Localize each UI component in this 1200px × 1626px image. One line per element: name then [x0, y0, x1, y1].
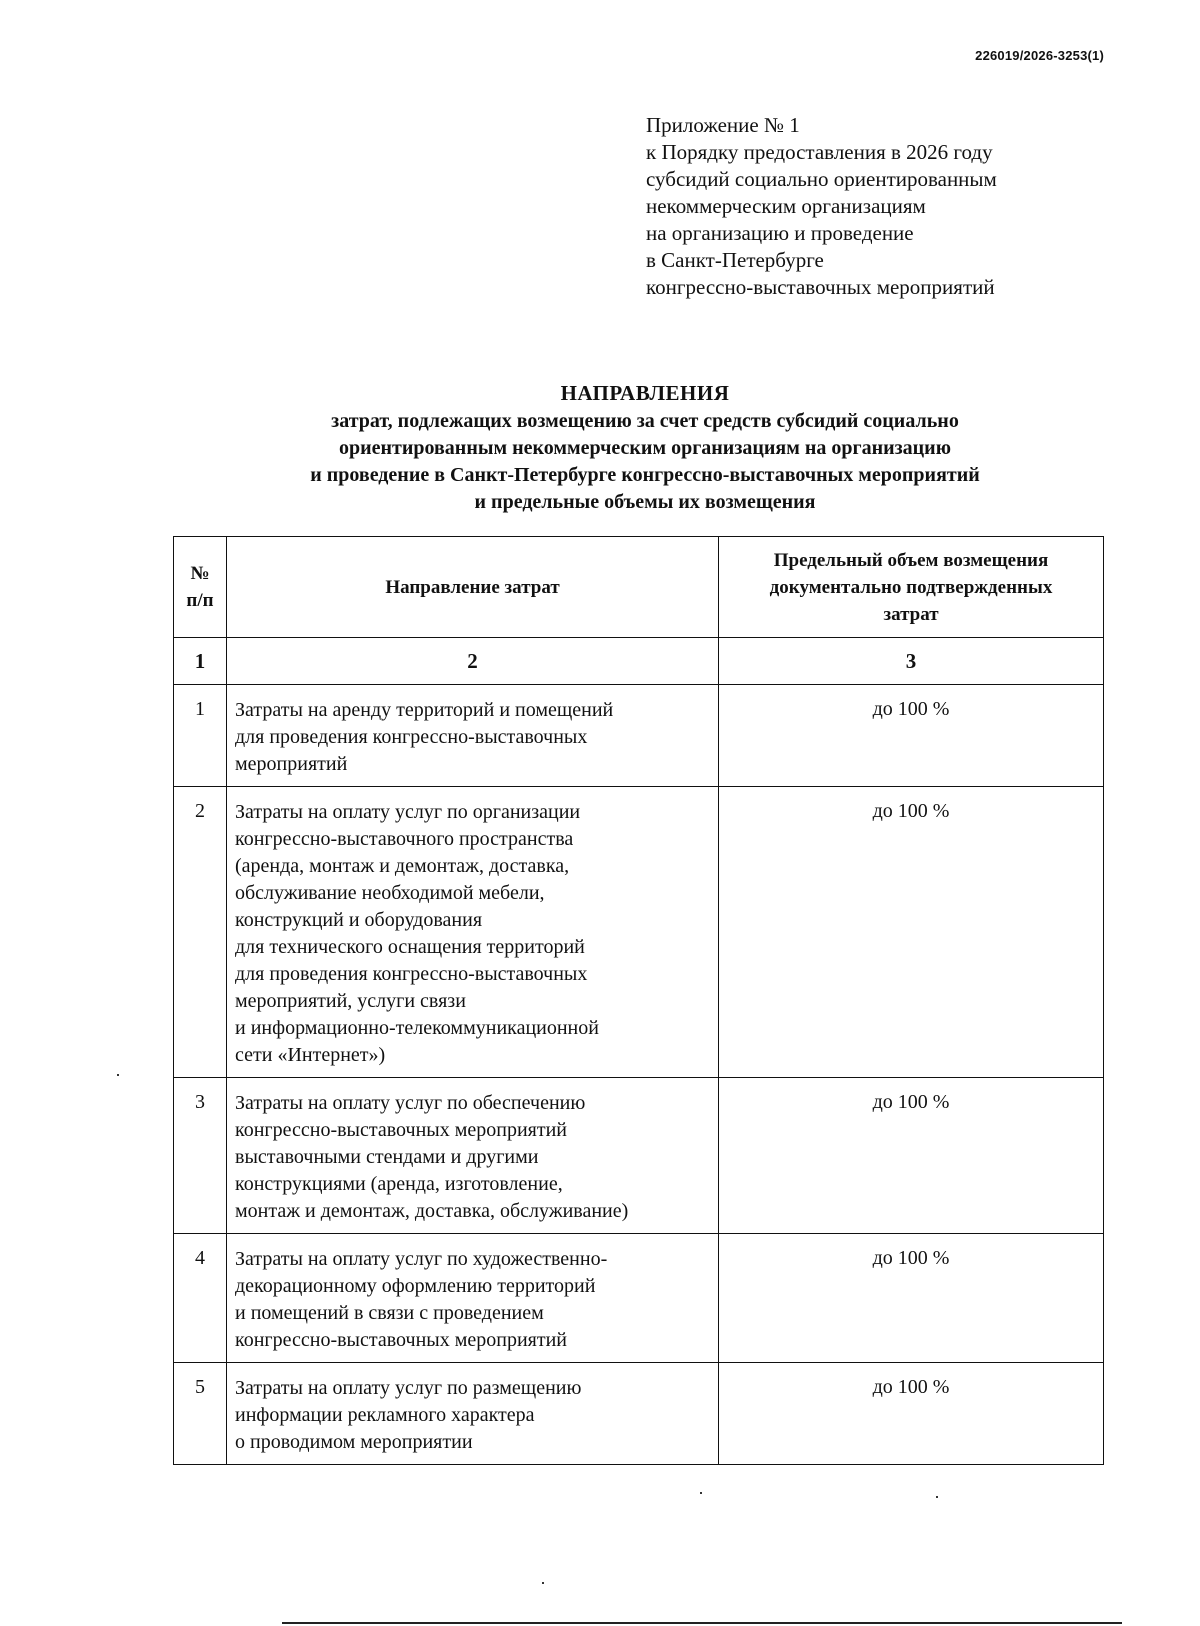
scan-speck — [542, 1582, 544, 1584]
header-number — [174, 537, 227, 638]
row-direction — [227, 1363, 719, 1465]
row-text-line: Затраты на оплату услуг по обеспечению — [235, 1092, 586, 1114]
heading-subtitle-line: и предельные объемы их возмещения — [474, 491, 816, 513]
row-limit: до 100 % — [719, 1234, 1104, 1363]
header-number-symbol: № — [190, 563, 210, 584]
header-limit-line: Предельный объем возмещения — [773, 549, 1049, 571]
row-number: 1 — [174, 685, 227, 787]
row-text-line: конструкциями (аренда, изготовление, — [235, 1173, 563, 1195]
column-index: 2 — [227, 638, 719, 685]
row-text-line: Затраты на аренду территорий и помещений — [235, 699, 614, 721]
row-limit: до 100 % — [719, 1363, 1104, 1465]
row-number: 5 — [174, 1363, 227, 1465]
appendix-block — [646, 112, 1076, 301]
row-direction — [227, 685, 719, 787]
row-direction — [227, 1078, 719, 1234]
row-text-line: конструкций и оборудования — [235, 909, 483, 931]
scan-speck — [700, 1492, 702, 1494]
table-row — [174, 787, 1104, 1078]
header-number-abbr: п/п — [186, 590, 214, 611]
document-heading — [180, 378, 1110, 516]
row-number: 4 — [174, 1234, 227, 1363]
heading-title: НАПРАВЛЕНИЯ — [560, 381, 730, 405]
row-text-line: для технического оснащения территорий — [235, 936, 585, 958]
document-number: 226019/2026-3253(1) — [975, 48, 1104, 63]
row-text-line: обслуживание необходимой мебели, — [235, 882, 545, 904]
appendix-line: субсидий социально ориентированным — [646, 167, 997, 191]
appendix-line: на организацию и проведение — [646, 221, 914, 245]
row-text-line: для проведения конгрессно-выставочных — [235, 726, 588, 748]
column-index-row — [174, 638, 1104, 685]
row-direction — [227, 787, 719, 1078]
appendix-line: конгрессно-выставочных мероприятий — [646, 275, 995, 299]
row-text-line: мероприятий, услуги связи — [235, 990, 466, 1012]
row-limit: до 100 % — [719, 787, 1104, 1078]
row-number: 3 — [174, 1078, 227, 1234]
appendix-line: к Порядку предоставления в 2026 году — [646, 140, 993, 164]
row-text-line: и информационно-телекоммуникационной — [235, 1017, 599, 1039]
appendix-line: в Санкт-Петербурге — [646, 248, 824, 272]
row-text-line: Затраты на оплату услуг по размещению — [235, 1377, 582, 1399]
table-row — [174, 1363, 1104, 1465]
row-text-line: мероприятий — [235, 753, 348, 775]
row-text-line: декорационному оформлению территорий — [235, 1275, 596, 1297]
row-number: 2 — [174, 787, 227, 1078]
heading-subtitle-line: и проведение в Санкт-Петербурге конгрессно-выставочных мероприятий — [310, 464, 980, 486]
header-limit-line: документально подтвержденных — [769, 576, 1053, 598]
column-index: 3 — [719, 638, 1104, 685]
row-limit: до 100 % — [719, 685, 1104, 787]
row-text-line: Затраты на оплату услуг по организации — [235, 801, 581, 823]
column-index: 1 — [174, 638, 227, 685]
appendix-line: Приложение № 1 — [646, 113, 800, 137]
appendix-line: некоммерческим организациям — [646, 194, 926, 218]
scan-speck — [117, 1074, 119, 1076]
header-direction — [227, 537, 719, 638]
heading-subtitle-line: ориентированным некоммерческим организациям на организацию — [338, 437, 951, 459]
row-text-line: конгрессно-выставочного пространства — [235, 828, 574, 850]
row-text-line: для проведения конгрессно-выставочных — [235, 963, 588, 985]
row-text-line: монтаж и демонтаж, доставка, обслуживание) — [235, 1200, 629, 1222]
row-text-line: сети «Интернет») — [235, 1044, 386, 1066]
cost-directions-table — [173, 536, 1104, 1465]
row-text-line: Затраты на оплату услуг по художественно- — [235, 1248, 608, 1270]
table-row — [174, 685, 1104, 787]
row-text-line: выставочными стендами и другими — [235, 1146, 539, 1168]
header-limit-line: затрат — [883, 603, 939, 625]
scan-bottom-edge — [282, 1622, 1122, 1624]
heading-subtitle-line: затрат, подлежащих возмещению за счет средств субсидий социально — [331, 410, 959, 432]
row-text-line: информации рекламного характера — [235, 1404, 535, 1426]
row-text-line: и помещений в связи с проведением — [235, 1302, 544, 1324]
header-direction-label: Направление затрат — [385, 576, 560, 598]
table-header-row — [174, 537, 1104, 638]
row-direction — [227, 1234, 719, 1363]
table-row — [174, 1078, 1104, 1234]
header-limit — [719, 537, 1104, 638]
row-text-line: конгрессно-выставочных мероприятий — [235, 1119, 567, 1141]
row-text-line: о проводимом мероприятии — [235, 1431, 473, 1453]
table-row — [174, 1234, 1104, 1363]
row-text-line: (аренда, монтаж и демонтаж, доставка, — [235, 855, 570, 877]
row-text-line: конгрессно-выставочных мероприятий — [235, 1329, 567, 1351]
row-limit: до 100 % — [719, 1078, 1104, 1234]
scan-speck — [936, 1496, 938, 1498]
